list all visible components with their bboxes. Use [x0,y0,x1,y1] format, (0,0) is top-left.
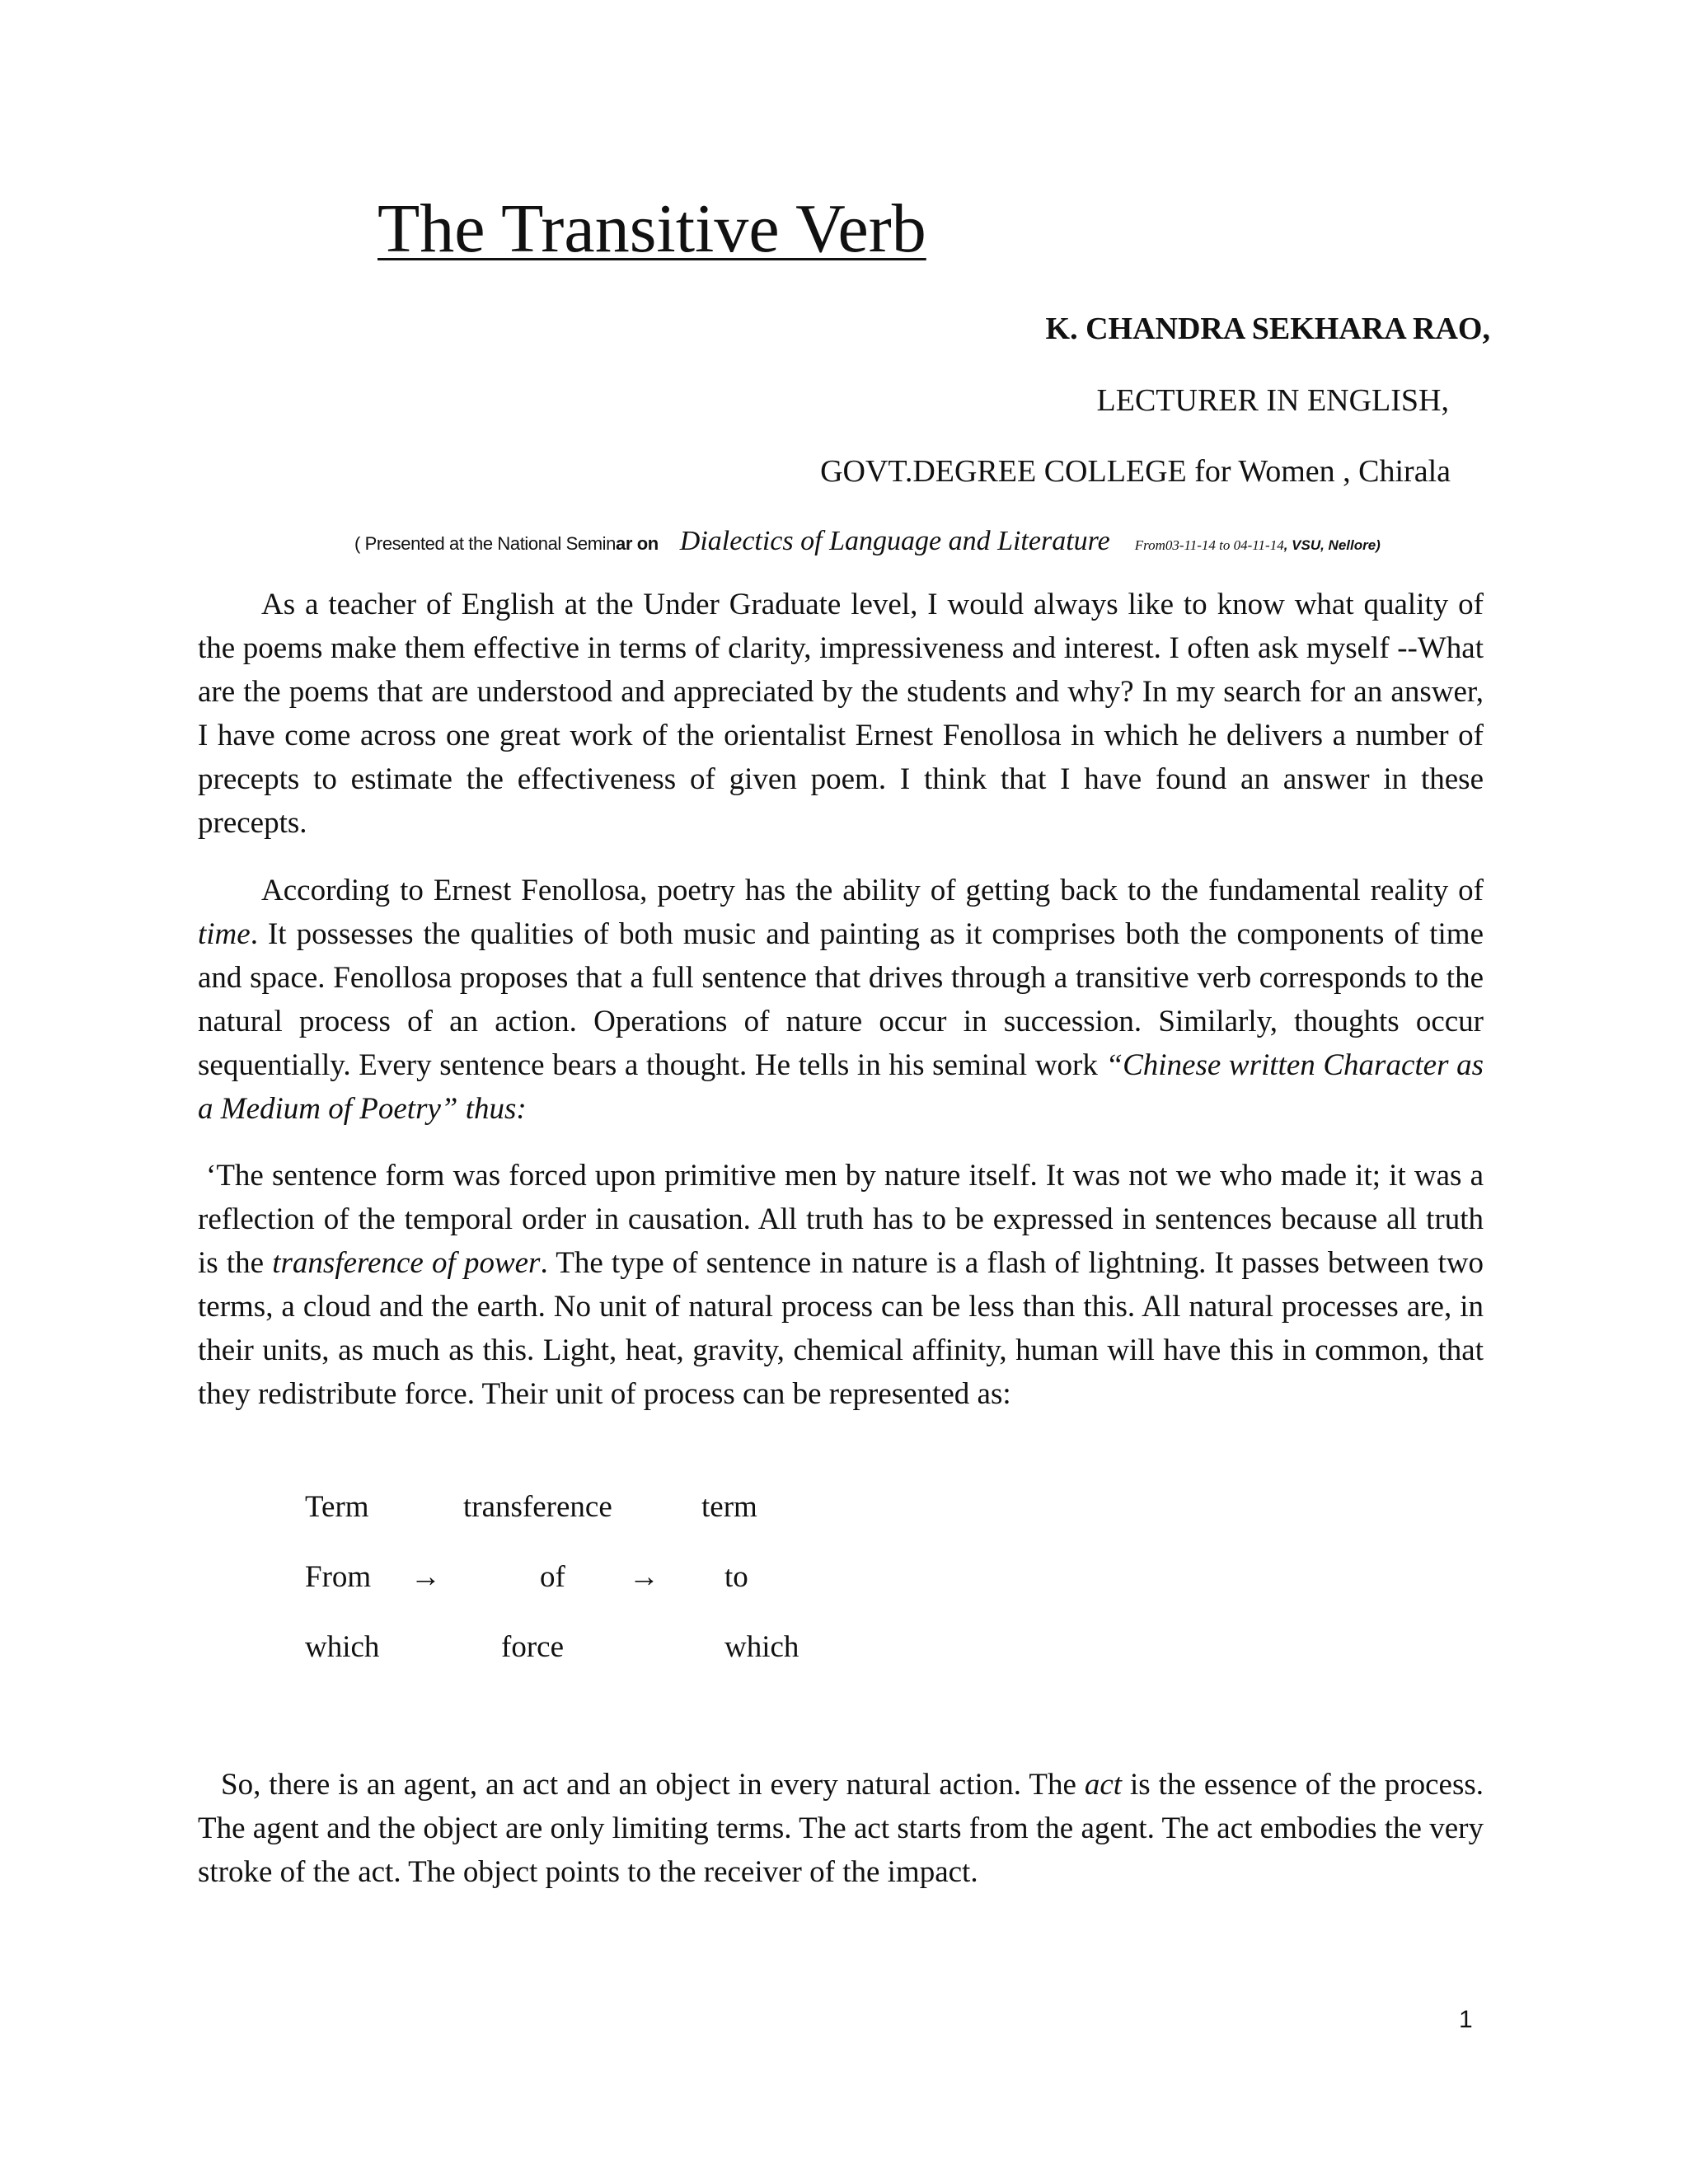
scheme-cell: Term [305,1490,369,1524]
scheme-cell: of [540,1560,565,1594]
scheme-row [305,1492,882,1562]
process-scheme [305,1492,882,1702]
author-name: K. CHANDRA SEKHARA RAO, [1045,312,1490,346]
scheme-row [305,1632,882,1702]
arrow-icon: → [629,1560,659,1594]
author-college: GOVT.DEGREE COLLEGE for Women , Chirala [820,454,1451,489]
document-title: The Transitive Verb [377,190,926,267]
presentation-note [354,527,1381,555]
page-number: 1 [1459,2006,1473,2033]
scheme-row [305,1562,882,1632]
paragraph-agent-act-object: So, there is an agent, an act and an object in every natural action. The act is the essence of the process. The agent and the object are only limiting terms. The act starts from the agent. The act embodies the very stroke of the act. The object points to the receiver of the impact. [198,1768,1484,1889]
presentation-prefix: ( Presented at the National Seminar on [354,533,659,554]
work-title: “Chinese written Character as a Medium of Poetry” thus: [198,1048,1484,1126]
scheme-cell: which [724,1630,799,1664]
scheme-cell: From [305,1560,372,1594]
paragraph-intro: As a teacher of English at the Under Graduate level, I would always like to know what quality of the poems make them effective in terms of clarity, impressiveness and interest. I often ask myself --What are the poems that are understood and appreciated by the students and why? In my search for an answer, I have come across one great work of the orientalist Ernest Fenollosa in which he delivers a number of precepts to estimate the effectiveness of given poem. I think that I have found an answer in these precepts. [198,588,1484,840]
scheme-cell: term [701,1490,757,1524]
emphasis-time: time [198,917,251,951]
paragraph-quotation: ‘The sentence form was forced upon primitive men by nature itself. It was not we who made it; it was a reflection of the temporal order in causation. All truth has to be expressed in sentences because all truth is the transference of power. The type of sentence in nature is a flash of lightning. It passes between two terms, a cloud and the earth. No unit of natural process can be less than this. All natural processes are, in their units, as much as this. Light, heat, gravity, chemical affinity, human will have this in common, that they redistribute force. Their unit of process can be represented as: [198,1159,1484,1411]
scheme-cell: transference [463,1490,612,1524]
emphasis-transference: transference of power [272,1246,541,1280]
scheme-cell: to [724,1560,748,1594]
seminar-dates: From03-11-14 to 04-11-14 [1134,537,1284,553]
scheme-cell: which [305,1630,380,1664]
scheme-cell: force [501,1630,564,1664]
author-role: LECTURER IN ENGLISH, [1096,383,1449,418]
paragraph-fenollosa: According to Ernest Fenollosa, poetry has the ability of getting back to the fundamental reality of time. It possesses the qualities of both music and painting as it comprises both the components of time and space. Fenollosa proposes that a full sentence that drives through a transitive verb corresponds to the natural process of an action. Operations of nature occur in succession. Similarly, thoughts occur sequentially. Every sentence bears a thought. He tells in his seminal work “Chinese written Character as a Medium of Poetry” thus: [198,874,1484,1126]
arrow-icon: → [410,1560,441,1594]
seminar-venue: , VSU, Nellore) [1283,537,1381,553]
emphasis-act: act [1084,1768,1123,1802]
seminar-title: Dialectics of Language and Literature [679,526,1110,556]
